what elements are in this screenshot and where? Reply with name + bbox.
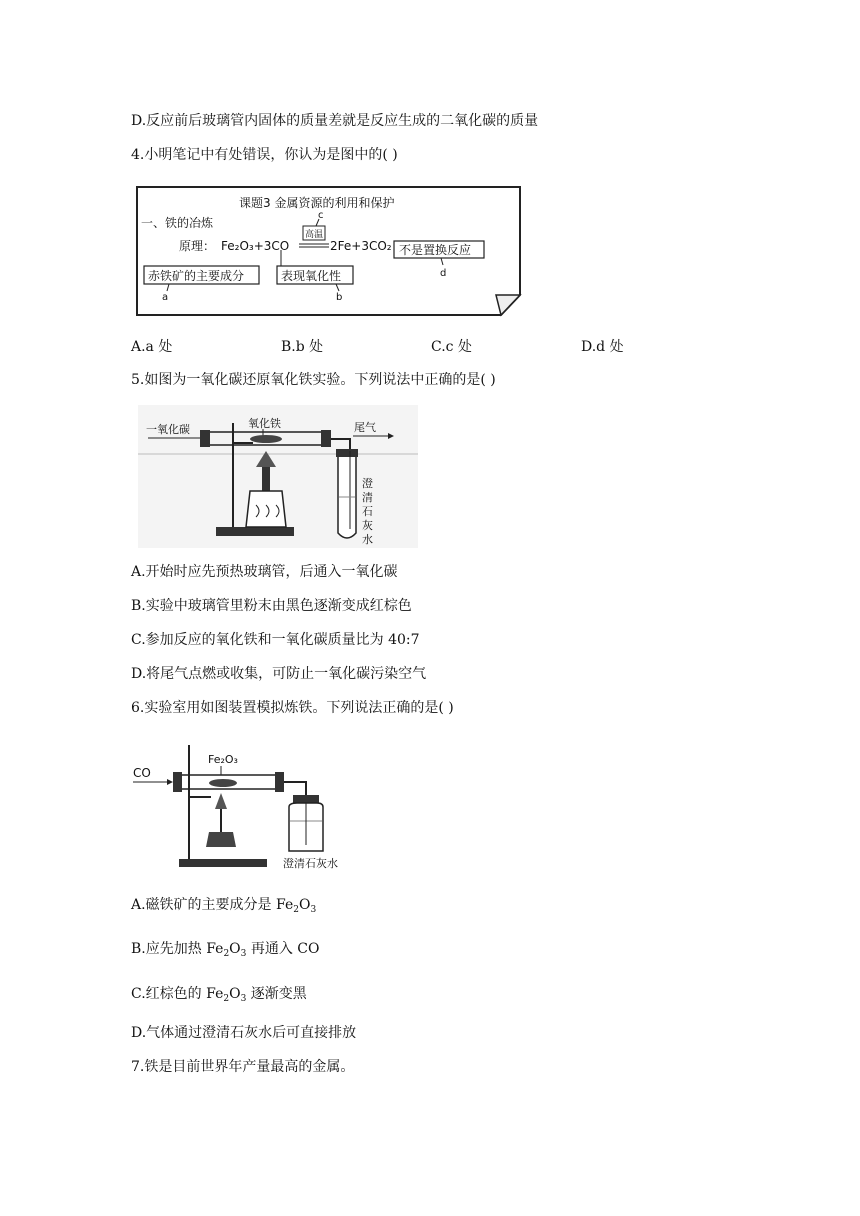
formula-o: O	[229, 941, 241, 957]
q4-option-d: D.d 处	[581, 339, 624, 355]
q7-stem: 7.铁是目前世界年产量最高的金属。	[131, 1059, 355, 1075]
q4-stem: 4.小明笔记中有处错误，你认为是图中的( )	[131, 147, 398, 163]
stand-base	[216, 527, 294, 536]
q6-option-b-tail: 再通入 CO	[246, 941, 320, 957]
formula-sub-3: 3	[240, 994, 247, 1004]
mark-c: c	[318, 210, 324, 221]
formula-fe: Fe	[206, 941, 224, 957]
q5-apparatus-figure	[138, 405, 418, 548]
mark-a: a	[162, 292, 169, 303]
left-stopper	[200, 430, 210, 447]
q6-option-a	[131, 896, 316, 919]
q4-option-c: C.c 处	[431, 339, 472, 355]
q6-option-c-tail: 逐渐变黑	[246, 986, 307, 1002]
formula-sub-2: 2	[223, 994, 230, 1004]
q5-option-d: D.将尾气点燃或收集，可防止一氧化碳污染空气	[131, 666, 427, 682]
q6-option-d: D.气体通过澄清石灰水后可直接排放	[131, 1025, 357, 1041]
box-b-text: 表现氧化性	[281, 269, 342, 283]
formula-fe2o3-c	[206, 986, 246, 1002]
bottle-label-3: 石	[362, 505, 373, 518]
q6-bottle-stopper	[293, 795, 319, 803]
label-limewater: 澄清石灰水	[283, 857, 338, 870]
right-stopper	[321, 430, 331, 447]
iron-oxide-powder	[250, 435, 282, 443]
q5-option-c: C.参加反应的氧化铁和一氧化碳质量比为 40:7	[131, 632, 420, 648]
q4-option-a: A.a 处	[131, 339, 173, 355]
q5-option-a: A.开始时应先预热玻璃管，后通入一氧化碳	[131, 564, 398, 580]
note-equation-left: Fe₂O₃+3CO	[221, 239, 290, 253]
q6-left-stopper	[173, 772, 182, 792]
formula-fe: Fe	[276, 897, 294, 913]
label-outlet: 尾气	[354, 421, 376, 434]
mark-b: b	[336, 292, 343, 303]
note-equation-right: 2Fe+3CO₂	[330, 239, 392, 253]
box-a-text: 赤铁矿的主要成分	[148, 269, 245, 283]
formula-fe2o3-b	[206, 941, 246, 957]
q4-note-figure	[131, 183, 523, 319]
q6-powder	[209, 779, 237, 787]
q5-option-b: B.实验中玻璃管里粉末由黑色逐渐变成红棕色	[131, 598, 412, 614]
q6-apparatus-figure	[131, 737, 351, 877]
q6-stand-base	[179, 859, 267, 867]
label-co-inlet: CO	[133, 766, 151, 780]
q6-option-b-text: B.应先加热	[131, 941, 207, 957]
label-fe2o3: Fe₂O₃	[208, 753, 238, 766]
q6-option-c	[131, 985, 307, 1008]
q6-burner	[206, 832, 236, 847]
bottle-label-1: 澄	[362, 477, 373, 490]
burner-body	[246, 491, 286, 527]
test-tube-stopper	[336, 449, 358, 457]
formula-sub-3: 3	[240, 949, 247, 959]
formula-sub-2: 2	[293, 905, 299, 915]
q6-option-c-text: C.红棕色的	[131, 986, 207, 1002]
q4-option-b: B.b 处	[281, 339, 324, 355]
mark-d: d	[440, 268, 447, 279]
label-inlet: 一氧化碳	[146, 423, 190, 436]
q6-option-b	[131, 940, 319, 963]
q6-stem: 6.实验室用如图装置模拟炼铁。下列说法正确的是( )	[131, 700, 454, 716]
formula-sub-2: 2	[223, 949, 230, 959]
label-sample: 氧化铁	[248, 417, 281, 430]
note-title: 课题3 金属资源的利用和保护	[239, 196, 395, 210]
bottle-label-5: 水	[362, 533, 373, 546]
formula-fe2o3-a	[276, 897, 316, 913]
note-principle-label: 原理：	[179, 239, 216, 253]
q6-option-a-text: A.磁铁矿的主要成分是	[131, 897, 277, 913]
bottle-label-2: 清	[362, 491, 373, 504]
bottle-label-4: 灰	[362, 519, 373, 532]
box-d-text: 不是置换反应	[399, 243, 472, 257]
q3-option-d: D.反应前后玻璃管内固体的质量差就是反应生成的二氧化碳的质量	[131, 113, 539, 129]
burner-neck	[262, 467, 270, 491]
note-curl-corner	[496, 295, 520, 315]
note-section: 一、铁的冶炼	[141, 216, 214, 230]
formula-fe: Fe	[206, 986, 224, 1002]
formula-o: O	[229, 986, 241, 1002]
formula-o: O	[298, 897, 311, 913]
formula-sub-3: 3	[310, 905, 317, 915]
q6-flame	[215, 793, 227, 809]
note-condition: 高温	[305, 230, 324, 240]
q6-delivery-tube	[284, 782, 306, 797]
q5-stem: 5.如图为一氧化碳还原氧化铁实验。下列说法中正确的是( )	[131, 372, 496, 388]
q6-right-stopper	[275, 772, 284, 792]
co-arrow-head	[167, 779, 173, 785]
